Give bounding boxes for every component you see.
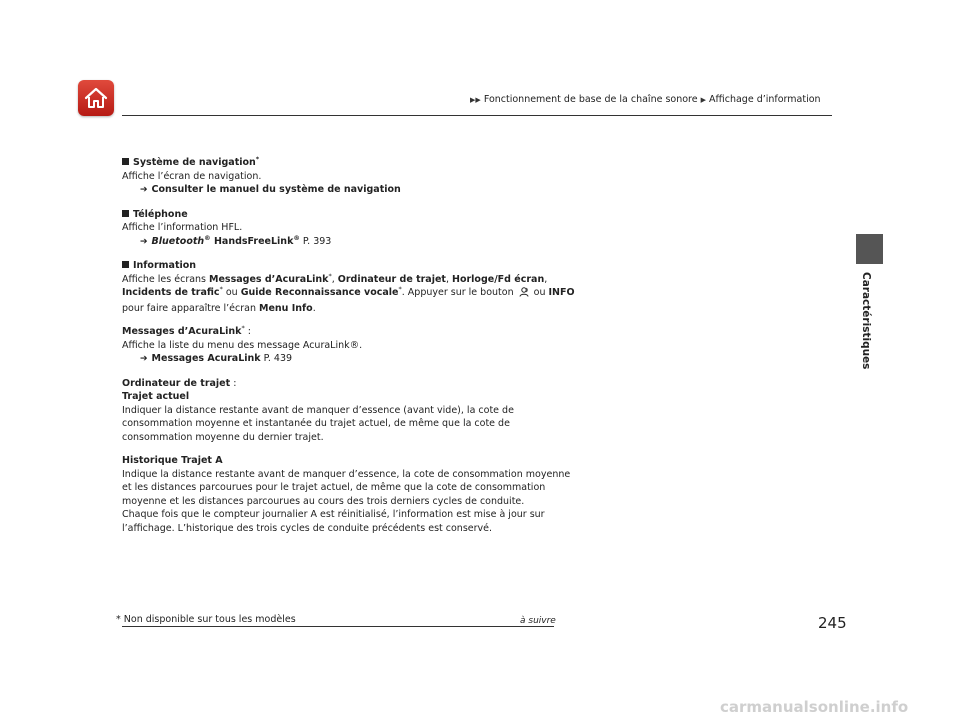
footnote: * Non disponible sur tous les modèles [116, 614, 296, 625]
breadcrumb-item-2: Affichage d’information [709, 94, 821, 105]
section-title-phone: Téléphone [122, 208, 592, 222]
current-trip-subtitle: Trajet actuel [122, 391, 190, 402]
breadcrumb-arrow-icon: ▶ [700, 96, 707, 104]
messages-reference[interactable]: ➔ Messages AcuraLink P. 439 [140, 353, 293, 364]
trip-computer-title: Ordinateur de trajet : [122, 377, 237, 389]
information-line-2: Incidents de trafic* ou Guide Reconnaissance vocale*. Appuyer sur le bouton ou INFO [122, 286, 592, 302]
watermark: carmanualsonline.info [720, 698, 909, 716]
phone-reference[interactable]: ➔ Bluetooth® HandsFreeLink® P. 393 [140, 233, 332, 247]
breadcrumb [470, 94, 821, 105]
trip-a-history-line-4: Chaque fois que le compteur journalier A est réinitialisé, l’information est mise à jour sur [122, 509, 545, 520]
section-title-navigation: Système de navigation* [122, 156, 592, 170]
chapter-tab[interactable] [856, 234, 883, 264]
continued-label: à suivre [520, 616, 556, 626]
square-bullet-icon [122, 261, 129, 268]
ref-arrow-icon: ➔ [140, 236, 148, 247]
trip-a-history-line-5: l’affichage. L’historique des trois cycles de conduite précédents est conservé. [122, 522, 493, 534]
header-divider [122, 115, 832, 116]
square-bullet-icon [122, 210, 129, 217]
trip-a-history-line-3: moyenne et les distances parcourues au cours des trois derniers cycles de conduite. [122, 495, 525, 507]
information-line-3: pour faire apparaître l’écran Menu Info. [122, 302, 316, 314]
current-trip-line-2: consommation moyenne et instantanée du trajet actuel, de même que la cote de [122, 418, 510, 429]
breadcrumb-item-1[interactable]: Fonctionnement de base de la chaîne sonore [483, 94, 698, 105]
page-content [122, 156, 592, 535]
footer-divider [122, 626, 554, 627]
phone-description: Affiche l’information HFL. [122, 222, 243, 233]
chapter-label: Caractéristiques [860, 272, 872, 370]
voice-icon [519, 287, 529, 302]
home-button[interactable] [78, 80, 114, 116]
trip-a-history-title: Historique Trajet A [122, 455, 223, 466]
breadcrumb-arrow-icon: ▶▶ [470, 96, 481, 104]
trip-a-history-line-2: et les distances parcourues pour le trajet actuel, de même que la cote de consommation [122, 482, 546, 493]
page-number: 245 [818, 614, 847, 632]
current-trip-line-1: Indiquer la distance restante avant de manquer d’essence (avant vide), la cote de [122, 404, 514, 416]
trip-a-history-line-1: Indique la distance restante avant de manquer d’essence, la cote de consommation moyenne [122, 468, 571, 480]
messages-title: Messages d’AcuraLink* : [122, 323, 251, 337]
messages-description: Affiche la liste du menu des message AcuraLink®. [122, 339, 363, 351]
current-trip-line-3: consommation moyenne du dernier trajet. [122, 431, 324, 443]
ref-arrow-icon: ➔ [140, 354, 148, 364]
ref-arrow-icon: ➔ [140, 185, 148, 195]
navigation-description: Affiche l’écran de navigation. [122, 170, 262, 182]
square-bullet-icon [122, 158, 129, 165]
home-icon [83, 86, 109, 110]
section-title-information: Information [122, 259, 592, 273]
navigation-reference[interactable]: ➔ Consulter le manuel du système de navigation [140, 184, 401, 195]
information-line-1: Affiche les écrans Messages d’AcuraLink*, Ordinateur de trajet, Horloge/Fd écran, [122, 271, 548, 285]
